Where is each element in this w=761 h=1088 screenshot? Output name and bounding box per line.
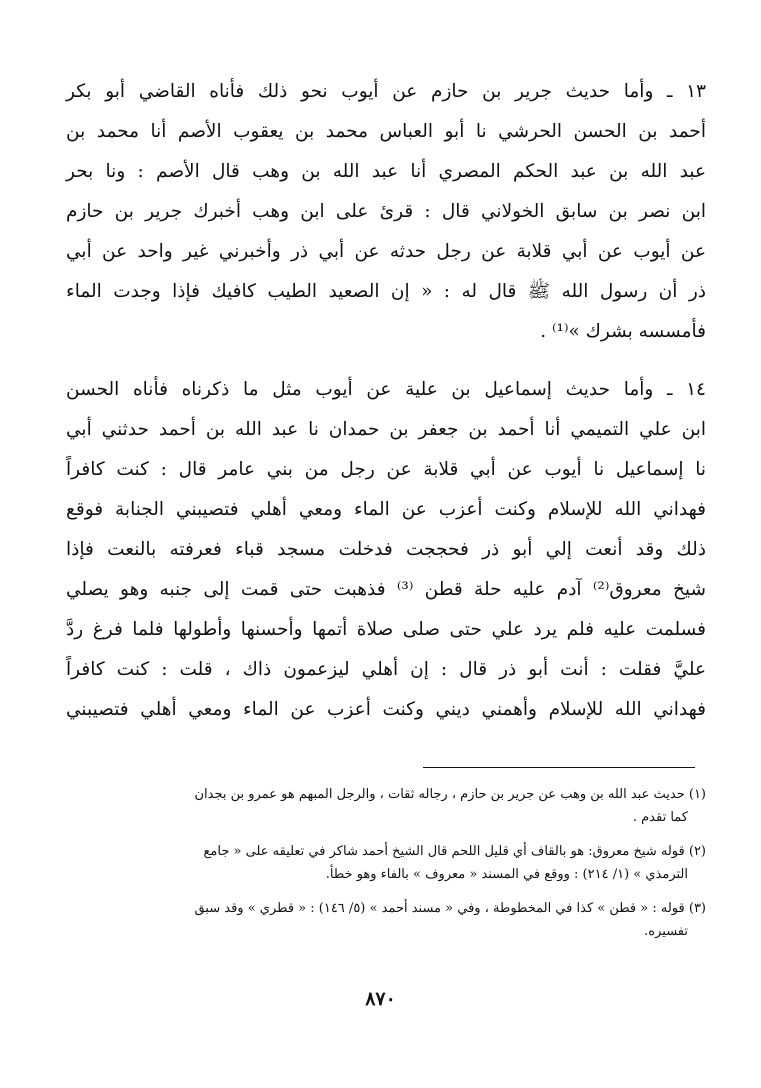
page-number: ٨٧٠: [365, 988, 396, 1010]
text-line: فهداني الله للإسلام وكنت أعزب عن الماء ومعي أهلي فتصيبني الجنابة فوقع: [66, 499, 706, 520]
footnote-1: [66, 784, 706, 829]
text-line: ١٣ ـ وأما حديث جرير بن حازم عن أيوب نحو ذلك فأناه القاضي أبو بكر: [66, 81, 706, 102]
footnote-line: (٢) قوله شيخ معروق: هو بالقاف أي قليل اللحم قال الشيخ أحمد شاكر في تعليقه على « جامع: [203, 844, 706, 859]
text-line: أحمد بن الحسن الحرشي نا أبو العباس محمد بن يعقوب الأصم أنا محمد بن: [66, 121, 706, 142]
text-line: نا إسماعيل نا أيوب عن أبي قلابة عن رجل من بني عامر قال : كنت كافراً: [66, 459, 706, 480]
footnote-line: تفسيره.: [644, 923, 688, 939]
footnotes: [66, 784, 706, 955]
footnote-line: كما تقدم .: [632, 809, 688, 825]
text-line: فسلمت عليه فلم يرد علي حتى صلى صلاة أتمها وأحسنها وأطولها فلما فرغ ردَّ: [66, 619, 706, 640]
footnote-separator: [423, 767, 695, 768]
text-line: شيخ معروق⁽²⁾ آدم عليه حلة قطن ⁽³⁾ فذهبت حتى قمت إلى جنبه وهو يصلي: [66, 579, 707, 600]
text-line: فأمسسه بشرك »⁽¹⁾ .: [540, 321, 706, 342]
text-line: ١٤ ـ وأما حديث إسماعيل بن علية عن أيوب مثل ما ذكرناه فأناه الحسن: [66, 379, 706, 400]
footnote-line: (١) حديث عبد الله بن وهب عن جرير بن حازم ، رجاله ثقات ، والرجل المبهم هو عمرو بن بجدان: [194, 787, 706, 802]
text-line: ابن علي التميمي أنا أحمد بن جعفر بن حمدان نا عبد الله بن أحمد حدثني أبي: [66, 419, 706, 440]
paragraph-13: [66, 72, 706, 352]
text-line: ابن نصر بن سابق الخولاني قال : قرئ على ابن وهب أخبرك جرير بن حازم: [66, 201, 706, 222]
main-text: [66, 72, 706, 730]
text-line: ذر أن رسول الله ﷺ قال له : « إن الصعيد الطيب كافيك فإذا وجدت الماء: [66, 281, 706, 302]
footnote-3: [66, 898, 706, 943]
text-line: فهداني الله للإسلام وأهمني ديني وكنت أعزب عن الماء ومعي أهلي فتصيبني: [66, 699, 706, 720]
footnote-line: (٣) قوله : « قطن » كذا في المخطوطة ، وفي « مسند أحمد » (٥/ ١٤٦) : « قطري » وقد سبق: [194, 901, 706, 916]
text-line: عبد الله بن عبد الحكم المصري أنا عبد الله بن وهب قال الأصم : ونا بحر: [66, 161, 706, 182]
text-line: عن أيوب عن أبي قلابة عن رجل حدثه عن أبي ذر وأخبرني غير واحد عن أبي: [66, 241, 706, 262]
text-line: ذلك وقد أنعت إلي أبو ذر فحججت فدخلت مسجد قباء فعرفته بالنعت فإذا: [66, 539, 706, 560]
footnote-2: [66, 841, 706, 886]
text-line: عليَّ فقلت : أنت أبو ذر قال : إن أهلي ليزعمون ذاك ، قلت : كنت كافراً: [66, 659, 706, 680]
footnote-line: الترمذي » (١/ ٢١٤) : ووقع في المسند « معروف » بالفاء وهو خطأ.: [325, 866, 688, 882]
paragraph-14: [66, 370, 706, 730]
